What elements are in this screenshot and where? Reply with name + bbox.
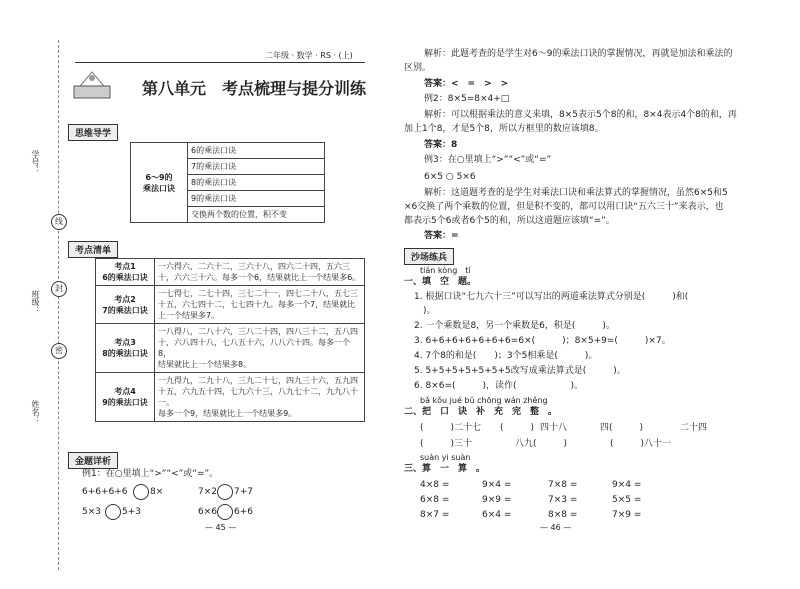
ex1-expr: 8× (150, 487, 164, 497)
calc-item: 8×8 = (548, 510, 578, 520)
header-rule (75, 62, 365, 63)
complete-item: ( )八十一 (610, 439, 672, 449)
compare-circle[interactable] (133, 484, 149, 500)
mind-map-item: 7的乘法口诀 (188, 159, 325, 175)
example-3-expr: 6×5 ○ 5×6 (424, 172, 476, 182)
calc-item: 7×3 = (548, 495, 578, 505)
point-name: 考点3 8的乘法口诀 (96, 324, 155, 373)
page-number-left: — 45 — (205, 523, 237, 532)
calc-item: 5×5 = (612, 495, 642, 505)
fill-item: 3. 6+6+6+6+6+6+6=6×( )；8×5+9=( )×7。 (414, 336, 671, 346)
ex1-expr: 6+6+6+6 (82, 487, 128, 497)
mind-map-table (130, 142, 325, 223)
point-text: 十，六六三十六。每多一个6，结果就比上一个结果多6。 (158, 273, 361, 282)
page-number-right: — 46 — (540, 523, 572, 532)
unit-title: 第八单元 考点梳理与提分训练 (142, 79, 367, 98)
analysis-1b: 区别。 (404, 63, 432, 73)
fill-item: 4. 7个8的和是( )；3个5相乘是( )。 (414, 351, 598, 361)
compare-circle[interactable] (105, 504, 121, 520)
calc-item: 6×4 = (482, 510, 512, 520)
seal-line-glyph: 线 (51, 214, 67, 230)
point-text: 每多一个9，结果就比上一个结果多9。 (158, 409, 297, 418)
answer-3: 答案：= (424, 231, 459, 241)
mind-map-item: 6的乘法口诀 (188, 143, 325, 159)
example-1-prompt: 例1：在○里填上“>”“<”或“=”。 (82, 469, 219, 479)
fill-item: 6. 8×6=( )，读作( )。 (414, 381, 584, 391)
complete-item: 四十八 (540, 423, 568, 433)
analysis-1: 解析：此题考查的是学生对6～9的乘法口诀的掌握情况，再就是加法和乘法的 (424, 49, 733, 59)
fill-item: 2. 一个乘数是8，另一个乘数是6，积是( )。 (414, 321, 615, 331)
analysis-3: 解析：这道题考查的是学生对乘法口诀和乘法算式的掌握情况，虽然6×5和5 (424, 188, 728, 198)
complete-item: 四( ) (600, 423, 644, 433)
q-complete-title: 二、把 口 诀 补 充 完 整 。 (404, 407, 558, 417)
point-text: 一八得八，二八十六，三八二十四，四八三十二，五八四 (158, 327, 358, 336)
q-fill-title: 一、填 空 题。 (404, 277, 477, 287)
mind-map-item: 交换两个数的位置，积不变 (188, 207, 325, 223)
class-label: 班级： (31, 290, 40, 314)
calc-item: 6×8 = (420, 495, 450, 505)
complete-item: ( )三十 (420, 439, 473, 449)
point-name: 考点1 6的乘法口诀 (96, 259, 155, 286)
answer-1: 答案：< = > > (424, 79, 509, 89)
name-label: 姓名： (31, 400, 40, 424)
calc-item: 9×4 = (482, 480, 512, 490)
ex1-expr: 6×6 (198, 507, 217, 517)
fill-item: 5. 5+5+5+5+5+5+5改写成乘法算式是( )。 (414, 366, 626, 376)
calc-item: 7×8 = (548, 480, 578, 490)
key-points-table (95, 258, 365, 422)
page-header: 二年级 · 数学 · RS · (上) (265, 51, 353, 60)
analysis-3c: 都表示5个6或者6个5的和，所以这道题应该填“=”。 (404, 216, 615, 226)
complete-item: 八九( ) (515, 439, 568, 449)
answer-2: 答案：8 (424, 140, 458, 150)
section-key-points: 考点清单 (68, 241, 118, 258)
pinyin-complete: bǎ kǒu jué bǔ chōng wán zhěng (420, 396, 548, 405)
point-text: 十五，六九五十四，七九六十三，八九七十二，九九八十一。 (158, 387, 358, 407)
complete-item: ( )二十七 (420, 423, 482, 433)
point-text: 一七得七，二七十四，三七二十一，四七二十八，五七三 (158, 289, 358, 298)
calc-item: 9×9 = (482, 495, 512, 505)
example-3: 例3：在○里填上“>”“<”或“=” (424, 155, 552, 165)
analysis-2b: 加上1个8，才是5个8，所以方框里的数应该填8。 (404, 124, 604, 134)
calc-item: 4×8 = (420, 480, 450, 490)
pinyin-calc: suàn yi suàn (420, 453, 471, 462)
section-examples: 金题详析 (68, 452, 118, 469)
book-illustration-icon (70, 70, 114, 102)
complete-item: ( ) (500, 423, 535, 433)
binding-line (58, 40, 59, 570)
compare-circle[interactable] (217, 484, 233, 500)
point-text: 一九得九，二九十八，三九二十七，四九三十六，五九四 (158, 376, 358, 385)
analysis-3b: ×6交换了两个乘数的位置，但是积不变的，都可以用口诀“五六三十”来表示，也 (404, 202, 724, 212)
example-2: 例2：8×5=8×4+□ (424, 94, 510, 104)
ex1-expr: 7×2 (198, 487, 217, 497)
point-text: 上一个结果多7。 (158, 311, 220, 320)
point-text: 结果就比上一个结果多8。 (158, 360, 252, 369)
ex1-expr: 5×3 (82, 507, 101, 517)
mind-map-item: 9的乘法口诀 (188, 191, 325, 207)
calc-item: 9×4 = (612, 480, 642, 490)
seal-feng-glyph: 封 (51, 281, 67, 297)
fill-item: )。 (414, 306, 436, 316)
q-calc-title: 三、算 一 算 。 (404, 464, 486, 474)
point-text: 一六得六，二六十二，三六十八，四六二十四，五六三 (158, 262, 350, 271)
ex1-expr: 7+7 (234, 487, 253, 497)
compare-circle[interactable] (217, 504, 233, 520)
analysis-2: 解析：可以根据乘法的意义来填，8×5表示5个8的和，8×4表示4个8的和，再 (424, 110, 737, 120)
fill-item: 1. 根据口诀“七九六十三”可以写出的两道乘法算式分别是( )和( (414, 292, 689, 302)
section-practice: 沙场练兵 (404, 248, 454, 265)
section-mind-map: 思维导学 (68, 124, 118, 141)
seal-mi-glyph: 密 (51, 343, 67, 359)
student-id-label: 学号： (31, 150, 40, 174)
point-name: 考点2 7的乘法口诀 (96, 286, 155, 324)
pinyin-fill: tián kòng tí (420, 266, 471, 275)
ex1-expr: 6+6 (234, 507, 253, 517)
calc-item: 8×7 = (420, 510, 450, 520)
point-name: 考点4 9的乘法口诀 (96, 373, 155, 422)
mind-map-item: 8的乘法口诀 (188, 175, 325, 191)
mind-map-root: 6～9的 乘法口诀 (131, 143, 188, 223)
point-text: 十，六八四十八，七八五十六，八八六十四。每多一个8， (158, 338, 350, 358)
point-text: 十五，六七四十二，七七四十九。每多一个7，结果就比 (158, 300, 356, 309)
ex1-expr: 5+3 (122, 507, 141, 517)
complete-item: 二十四 (680, 423, 708, 433)
calc-item: 7×9 = (612, 510, 642, 520)
